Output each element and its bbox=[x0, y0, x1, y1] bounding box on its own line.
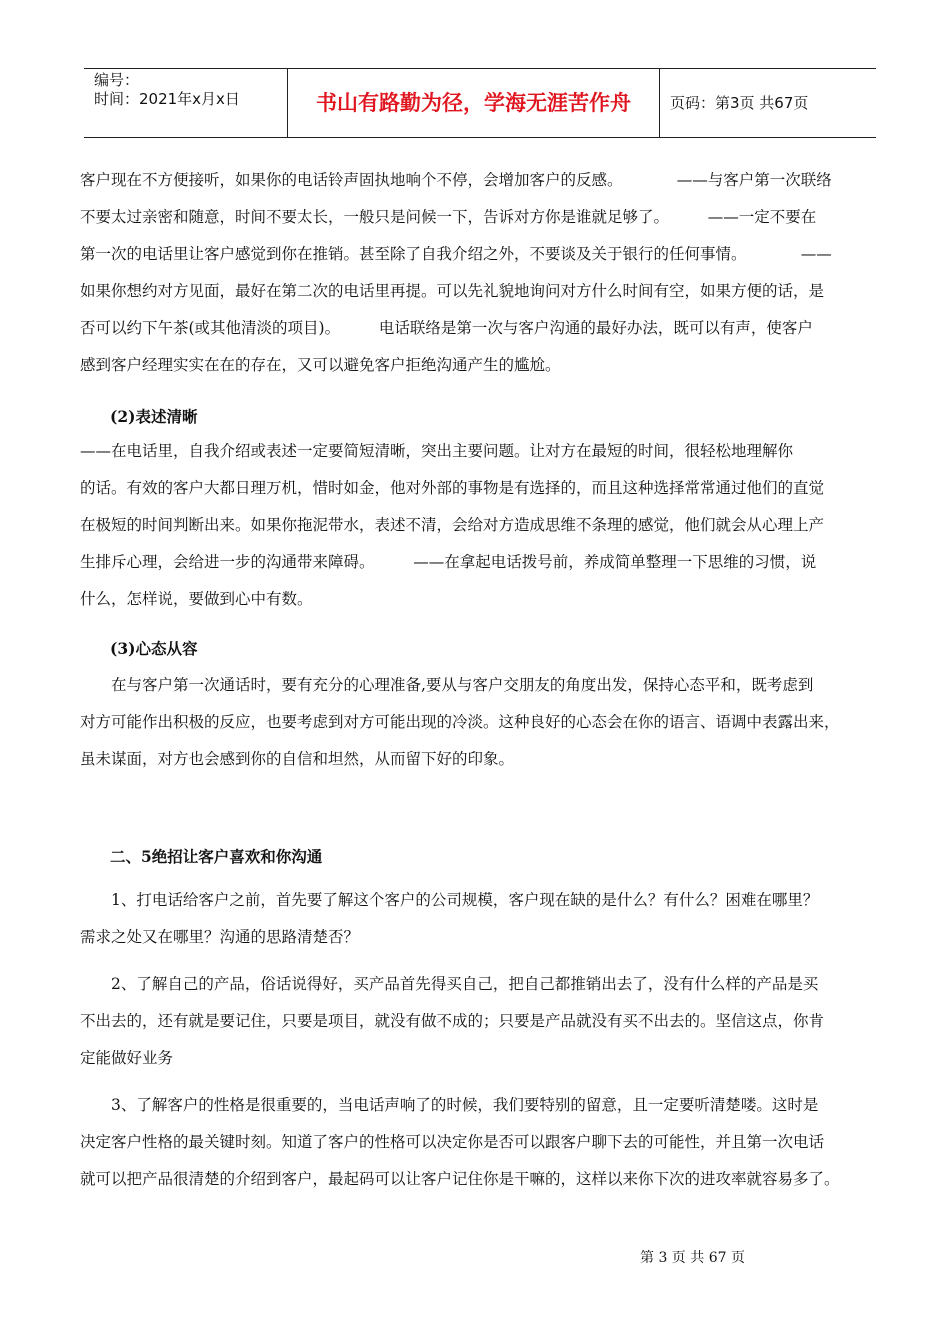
time-label: 时间：2021年x月x日 bbox=[94, 90, 240, 108]
header-motto: 书山有路勤为径，学海无涯苦作舟 bbox=[287, 69, 660, 137]
header-meta bbox=[84, 69, 287, 137]
paragraph-calm-attitude bbox=[80, 667, 892, 778]
text-line: 对方可能作出积极的反应，也要考虑到对方可能出现的冷淡。这种良好的心态会在你的语言、语调中表露出来， bbox=[80, 713, 840, 731]
text-line: ——在电话里，自我介绍或表述一定要简短清晰，突出主要问题。让对方在最短的时间，很轻松地理解你 bbox=[80, 442, 794, 460]
text-line: 不出去的，还有就是要记住，只要是项目，就没有做不成的；只要是产品就没有买不出去的。坚信这点，你肯 bbox=[80, 1012, 825, 1030]
text-line: 3、了解客户的性格是很重要的，当电话声响了的时候，我们要特别的留意，且一定要听清楚喽。这时是 bbox=[80, 1096, 819, 1114]
text-line: 不要太过亲密和随意，时间不要太长，一般只是问候一下，告诉对方你是谁就足够了。 ——一定不要在 bbox=[80, 208, 817, 226]
subheading-calm-attitude: (3)心态从容 bbox=[110, 639, 198, 658]
text-line: 第一次的电话里让客户感觉到你在推销。甚至除了自我介绍之外，不要谈及关于银行的任何事情。 —— bbox=[80, 245, 832, 263]
number-label: 编号： bbox=[94, 71, 140, 89]
text-line: 感到客户经理实实在在的存在，又可以避免客户拒绝沟通产生的尴尬。 bbox=[80, 356, 561, 374]
text-line: 就可以把产品很清楚的介绍到客户，最起码可以让客户记住你是干嘛的，这样以来你下次的进攻率就容易多了。 bbox=[80, 1170, 840, 1188]
list-item-3 bbox=[80, 1087, 892, 1198]
text-line: 如果你想约对方见面，最好在第二次的电话里再提。可以先礼貌地询问对方什么时间有空，如果方便的话，是 bbox=[80, 282, 825, 300]
text-line: 2、了解自己的产品，俗话说得好，买产品首先得买自己，把自己都推销出去了，没有什么样的产品是买 bbox=[80, 975, 819, 993]
text-line: 客户现在不方便接听，如果你的电话铃声固执地响个不停，会增加客户的反感。 ——与客户第一次联络 bbox=[80, 171, 832, 189]
page-footer: 第 3 页 共 67 页 bbox=[640, 1250, 745, 1266]
text-line: 需求之处又在哪里？沟通的思路清楚否？ bbox=[80, 928, 360, 946]
text-line: 定能做好业务 bbox=[80, 1049, 174, 1067]
page-header bbox=[84, 68, 876, 138]
list-item-2 bbox=[80, 966, 892, 1077]
paragraph-phone-contact bbox=[80, 162, 892, 384]
subheading-clear-expression: (2)表述清晰 bbox=[110, 407, 198, 426]
text-line: 决定客户性格的最关键时刻。知道了客户的性格可以决定你是否可以跟客户聊下去的可能性，并且第一次电话 bbox=[80, 1133, 825, 1151]
text-line: 虽未谋面，对方也会感到你的自信和坦然，从而留下好的印象。 bbox=[80, 750, 515, 768]
text-line: 在与客户第一次通话时，要有充分的心理准备,要从与客户交朋友的角度出发，保持心态平和，既考虑到 bbox=[80, 676, 814, 694]
text-line: 生排斥心理，会给进一步的沟通带来障碍。 ——在拿起电话拨号前，养成简单整理一下思维的习惯，说 bbox=[80, 553, 817, 571]
text-line: 的话。有效的客户大都日理万机，惜时如金，他对外部的事物是有选择的，而且这种选择常常通过他们的直觉 bbox=[80, 479, 825, 497]
paragraph-clear-expression bbox=[80, 433, 892, 618]
list-item-1 bbox=[80, 882, 892, 956]
text-line: 什么，怎样说，要做到心中有数。 bbox=[80, 590, 313, 608]
text-line: 否可以约下午茶(或其他清淡的项目)。 电话联络是第一次与客户沟通的最好办法，既可以有声，使客户 bbox=[80, 319, 813, 337]
text-line: 1、打电话给客户之前，首先要了解这个客户的公司规模，客户现在缺的是什么？有什么？困难在哪里？ bbox=[80, 891, 819, 909]
section-heading: 二、5绝招让客户喜欢和你沟通 bbox=[110, 847, 323, 866]
header-page-number: 页码：第3页 共67页 bbox=[670, 94, 809, 112]
text-line: 在极短的时间判断出来。如果你拖泥带水，表述不清，会给对方造成思维不条理的感觉，他们就会从心理上产 bbox=[80, 516, 825, 534]
